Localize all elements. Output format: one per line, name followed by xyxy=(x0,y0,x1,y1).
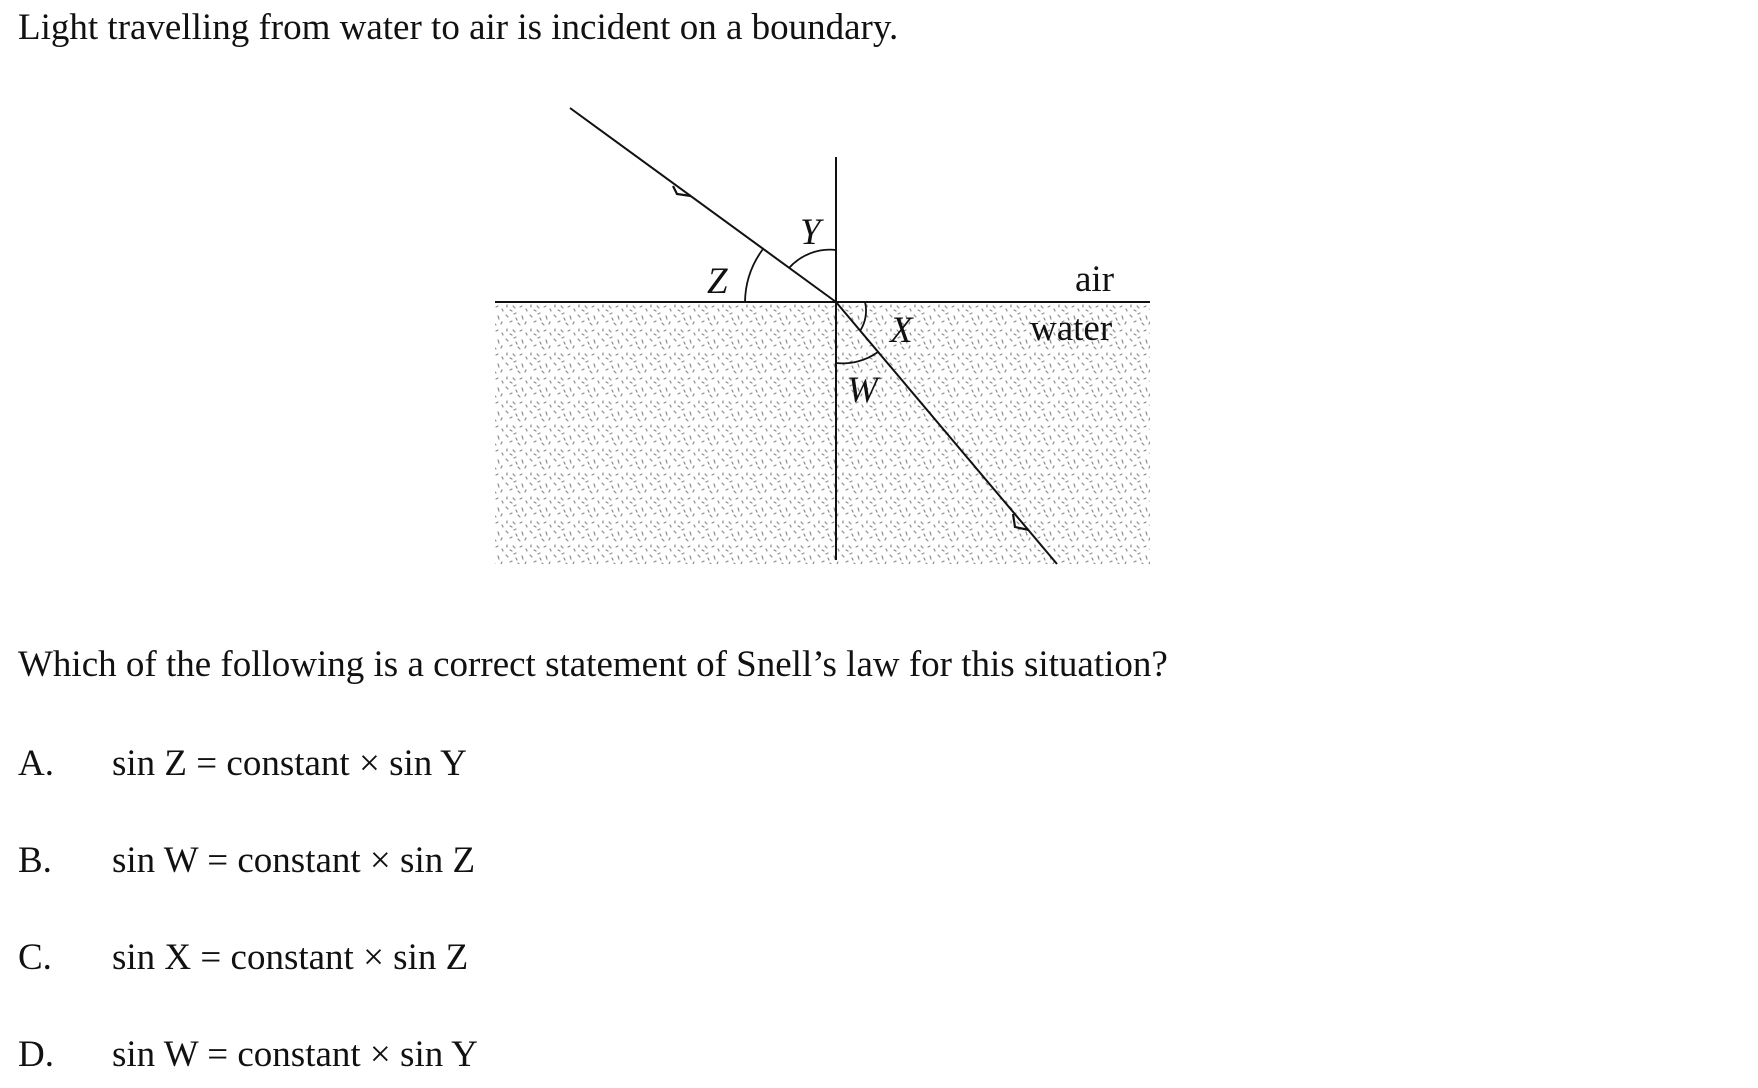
angle-label-z: Z xyxy=(707,261,728,302)
angle-label-x: X xyxy=(890,310,913,351)
option-letter: D. xyxy=(18,1034,54,1075)
angle-label-y: Y xyxy=(800,212,821,253)
angle-arc-z xyxy=(745,249,763,302)
option-expression: sin X = constant × sin Z xyxy=(112,937,469,978)
question-prompt: Which of the following is a correct statement of Snell’s law for this situation? xyxy=(18,644,1168,685)
medium-label-water: water xyxy=(1030,308,1113,349)
option-b[interactable] xyxy=(18,839,475,883)
option-letter: C. xyxy=(18,937,52,978)
option-expression: sin W = constant × sin Z xyxy=(112,840,476,881)
option-c[interactable] xyxy=(18,936,468,980)
option-expression: sin Z = constant × sin Y xyxy=(112,743,467,784)
option-letter: B. xyxy=(18,840,52,881)
option-a[interactable] xyxy=(18,742,467,786)
angle-label-w: W xyxy=(847,370,878,411)
refracted-ray xyxy=(570,108,836,302)
option-d[interactable] xyxy=(18,1033,478,1077)
medium-label-air: air xyxy=(1075,259,1115,300)
question-intro: Light travelling from water to air is incident on a boundary. xyxy=(18,7,899,48)
option-letter: A. xyxy=(18,743,54,784)
option-expression: sin W = constant × sin Y xyxy=(112,1034,478,1075)
